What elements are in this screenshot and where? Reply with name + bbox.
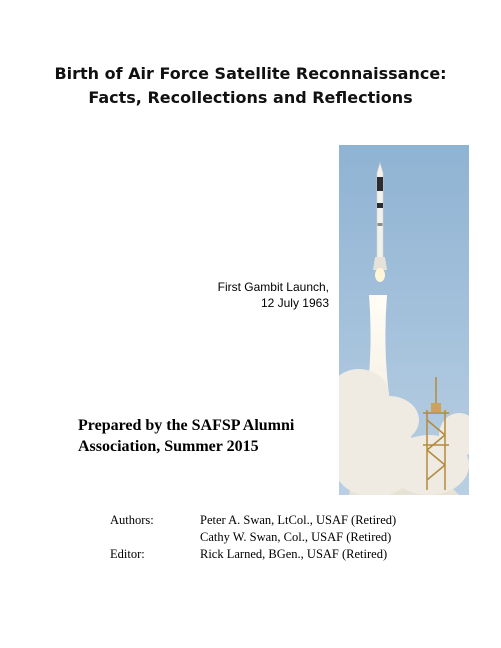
caption-line-1: First Gambit Launch, bbox=[217, 280, 329, 294]
prepared-line-2: Association, Summer 2015 bbox=[78, 438, 259, 455]
caption-line-2: 12 July 1963 bbox=[260, 296, 329, 310]
rocket-launch-photo bbox=[339, 145, 469, 495]
prepared-line-1: Prepared by the SAFSP Alumni bbox=[78, 417, 295, 434]
title-line-2: Facts, Recollections and Reflections bbox=[88, 88, 413, 107]
authors-label: Authors: bbox=[110, 513, 154, 527]
document-title bbox=[0, 62, 501, 110]
photo-caption bbox=[218, 279, 329, 311]
editor-label: Editor: bbox=[110, 547, 145, 561]
title-line-1: Birth of Air Force Satellite Reconnaissance: bbox=[54, 64, 447, 83]
tower-top bbox=[431, 403, 441, 412]
editor-name: Rick Larned, BGen., USAF (Retired) bbox=[200, 547, 388, 561]
author-name-1: Peter A. Swan, LtCol., USAF (Retired) bbox=[200, 513, 397, 527]
prepared-by bbox=[78, 415, 294, 457]
author-name-2: Cathy W. Swan, Col., USAF (Retired) bbox=[200, 530, 392, 544]
